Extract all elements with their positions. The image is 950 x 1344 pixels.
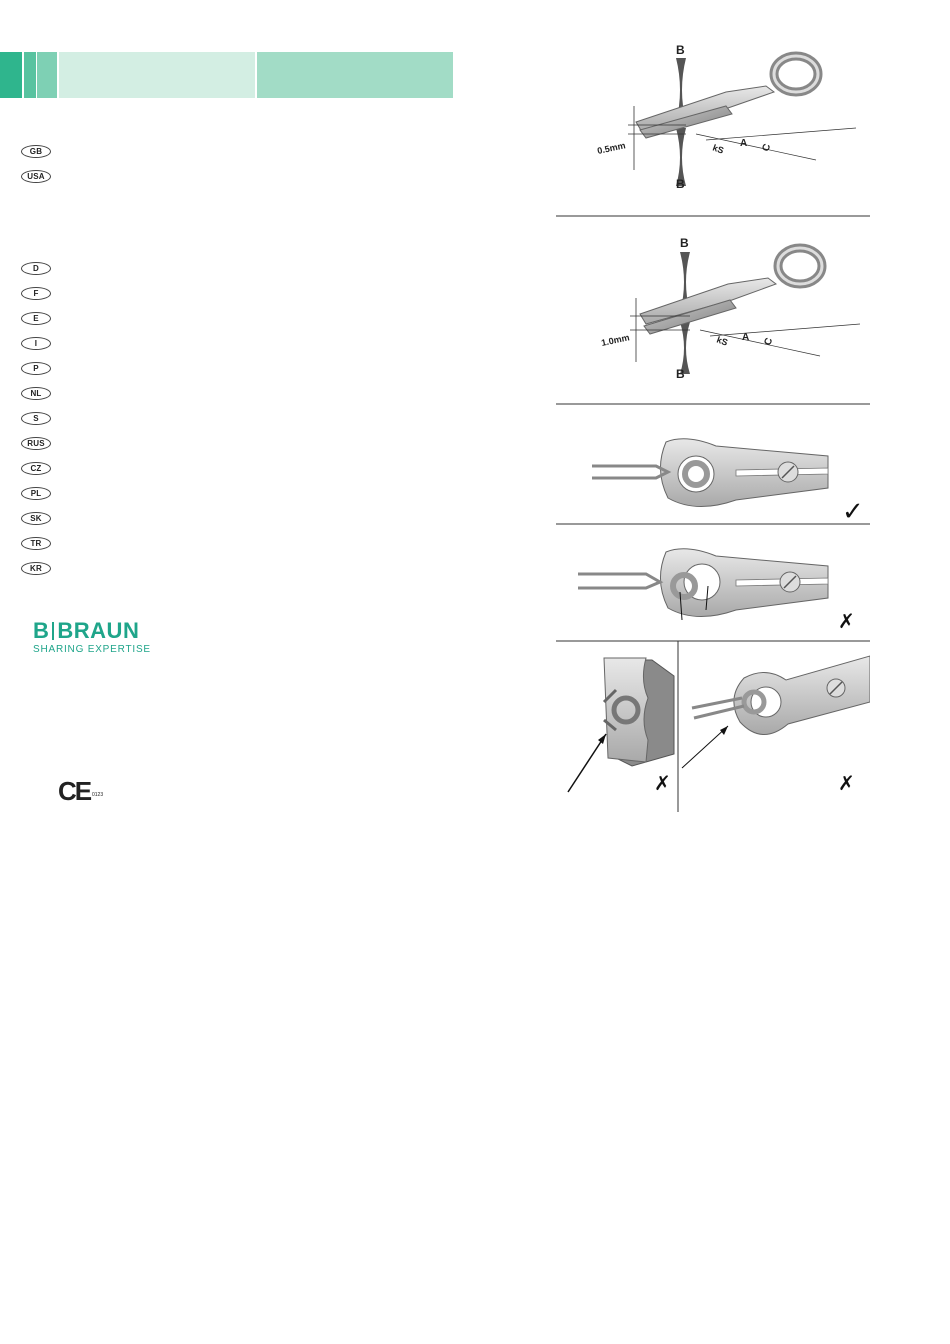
figure-3-correct-placement — [592, 439, 864, 527]
fig5a-block-face — [604, 658, 648, 762]
language-badge-rus: RUS — [21, 437, 51, 450]
fig1-label-c: C — [760, 142, 774, 154]
header-block-5 — [257, 52, 453, 98]
fig1-label-a: A — [740, 138, 748, 149]
fig2-label-b-top: B — [680, 236, 689, 250]
figure-1-gauge-0-5mm — [596, 43, 856, 191]
fig4-clip-legs — [578, 574, 660, 588]
instruction-illustrations — [556, 30, 870, 820]
language-badge-i: I — [21, 337, 51, 350]
ce-mark-symbol: CE — [58, 776, 91, 806]
fig1-gap-label: 0.5mm — [596, 140, 627, 156]
logo-brand-right: BRAUN — [57, 618, 140, 643]
language-badge-cz: CZ — [21, 462, 51, 475]
fig5b-pointer-arrow — [682, 726, 728, 768]
fig5a-arrowhead — [598, 734, 606, 744]
ce-notified-body-number: 0123 — [92, 792, 104, 798]
figures-column — [556, 30, 870, 820]
fig1-label-s: kS — [711, 142, 726, 156]
language-badge-nl: NL — [21, 387, 51, 400]
fig2-label-s: kS — [715, 334, 730, 348]
fig5a-pointer-arrow — [568, 734, 606, 792]
language-badge-kr: KR — [21, 562, 51, 575]
figure-2-gauge-1-0mm — [600, 236, 860, 381]
header-block-4 — [59, 52, 255, 98]
fig4-cross-icon: ✗ — [838, 609, 855, 633]
language-badge-pl: PL — [21, 487, 51, 500]
fig5b-arrowhead — [720, 726, 728, 735]
fig2-clip-body — [640, 278, 776, 324]
fig2-dim-c-line — [710, 324, 860, 336]
logo-separator — [52, 622, 54, 640]
language-badge-p: P — [21, 362, 51, 375]
ce-marking — [58, 776, 104, 807]
fig1-dim-c-line — [706, 128, 856, 140]
fig1-label-b-top: B — [676, 43, 685, 57]
figure-5b-incorrect-angle — [682, 656, 870, 795]
fig1-label-b-bottom: B — [676, 177, 685, 191]
fig5a-cross-icon: ✗ — [654, 771, 671, 795]
fig2-label-c: C — [762, 336, 776, 348]
language-badge-d: D — [21, 262, 51, 275]
fig2-label-b-bottom: B — [676, 367, 685, 381]
header-block-2 — [24, 52, 36, 98]
logo-brand-left: B — [33, 618, 50, 643]
fig2-label-a: A — [742, 332, 750, 343]
language-badge-tr: TR — [21, 537, 51, 550]
figure-4-incorrect-placement — [578, 549, 855, 633]
language-badge-gb: GB — [21, 145, 51, 158]
figure-5a-incorrect-closeup — [568, 658, 674, 795]
fig3-clip-legs — [592, 466, 668, 478]
logo-tagline: SHARING EXPERTISE — [33, 644, 151, 655]
language-badge-s: S — [21, 412, 51, 425]
language-badge-sk: SK — [21, 512, 51, 525]
language-badge-e: E — [21, 312, 51, 325]
logo-wordmark — [33, 620, 151, 642]
fig5b-cross-icon: ✗ — [838, 771, 855, 795]
fig2-clip-coil-highlight — [778, 248, 822, 284]
fig2-gap-label: 1.0mm — [600, 332, 631, 348]
language-badge-usa: USA — [21, 170, 51, 183]
language-badge-f: F — [21, 287, 51, 300]
header-block-3 — [37, 52, 57, 98]
fig1-clip-coil-highlight — [774, 56, 818, 92]
fig3-check-icon: ✓ — [842, 497, 864, 527]
bbraun-logo — [33, 620, 151, 655]
header-block-1 — [0, 52, 22, 98]
